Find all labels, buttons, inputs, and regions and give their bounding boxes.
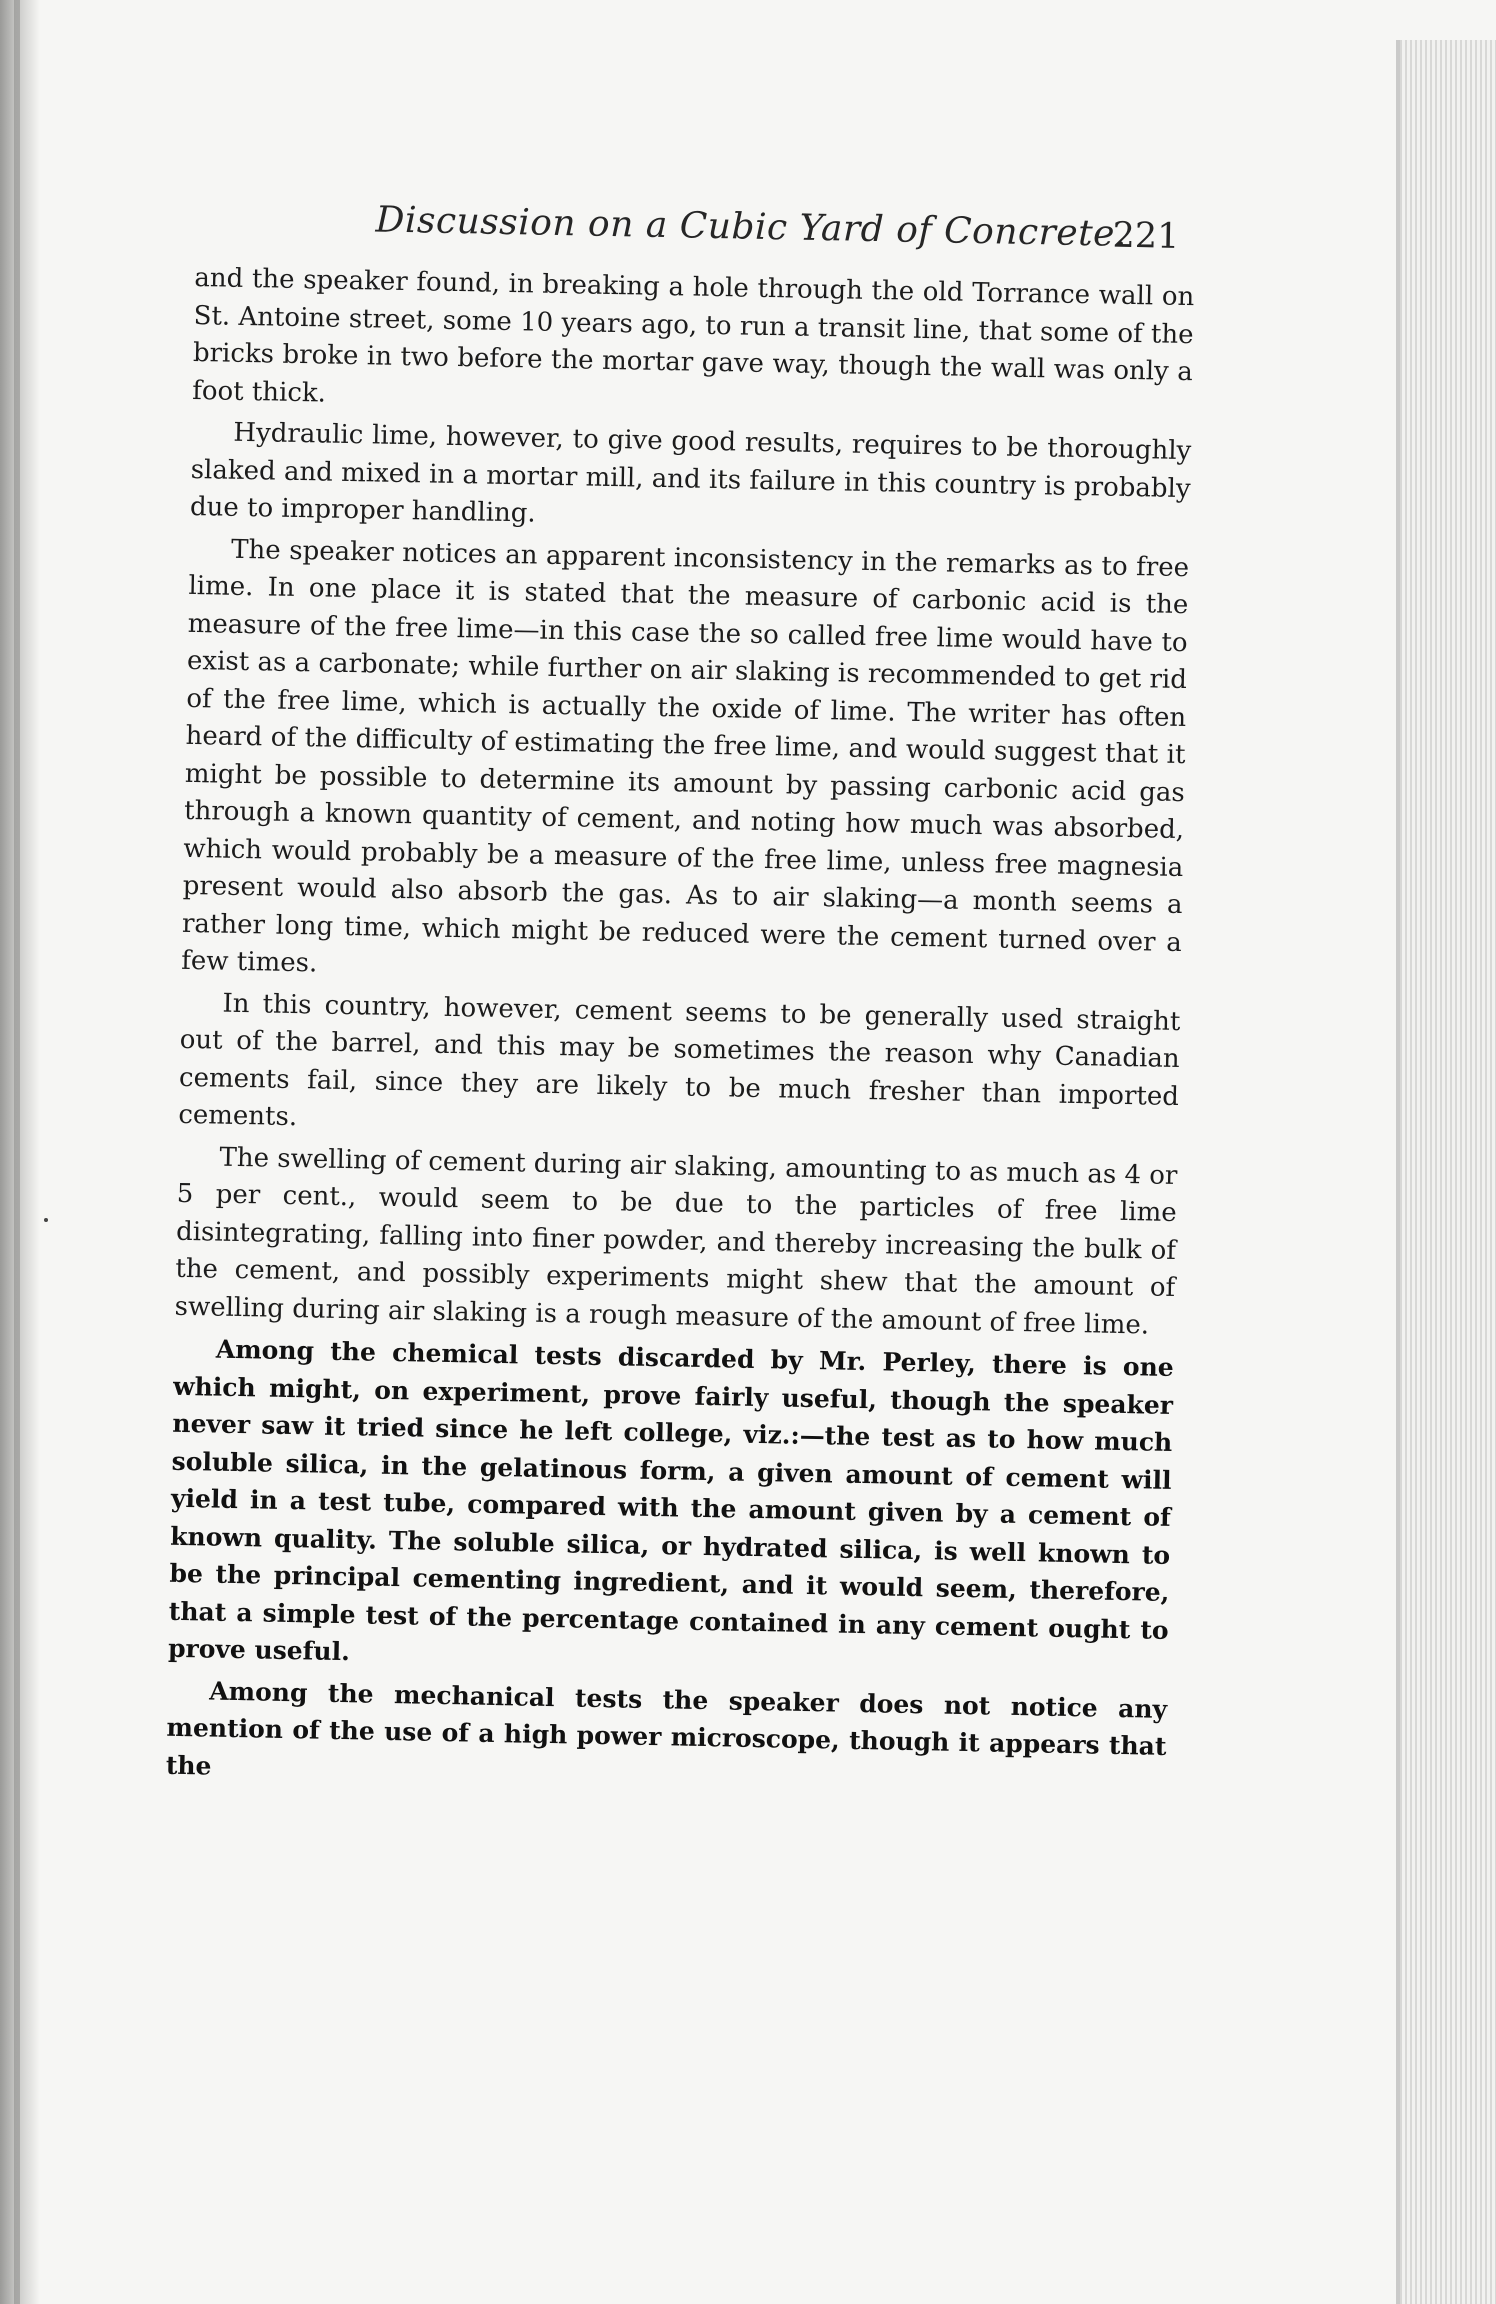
binding-gutter — [0, 0, 40, 2304]
paragraph-6: Among the chemical tests discarded by Mr. Perley, there is one which might, on experiment, prove fairly useful, though the speaker never saw it tried since he left college, viz.:—the test as to how much soluble silica, in the gelatinous form, a given amount of cement will yield in a test tube, compared with the amount given by a cement of known quality. The soluble silica, or hydrated silica, is well known to be the principal cementing ingredient, and it would seem, therefore, that a simple test of the percentage contained in any cement ought to prove useful. — [167, 1334, 1174, 1667]
paragraph-5: The swelling of cement during air slaking, amounting to as much as 4 or 5 per cent., would seem to be due to the particles of free lime disintegrating, falling into finer powder, and thereby increasing the bulk of the cement, and possibly experiments might shew that the amount of swelling during air slaking is a rough measure of the amount of free lime. — [174, 1142, 1178, 1341]
paragraph-1: and the speaker found, in breaking a hole through the old Torrance wall on St. Antoine street, some 10 years ago, to run a transit line, that some of the bricks broke in two before the mortar gave way, though the wall was only a foot thick. — [191, 262, 1195, 409]
binding-shadow — [14, 0, 20, 2304]
paragraph-2: Hydraulic lime, however, to give good results, requires to be thoroughly slaked and mixed in a mortar mill, and its failure in this country is probably due to improper handling. — [189, 417, 1192, 529]
paragraph-4: In this country, however, cement seems to be generally used straight out of the barrel, and this may be sometimes the reason why Canadian cements fail, since they are likely to be much fresher than imported cements. — [178, 988, 1181, 1133]
paragraph-7: Among the mechanical tests the speaker does not notice any mention of the use of a high power microscope, though it appears that the — [165, 1676, 1168, 1781]
page-edges — [1400, 40, 1496, 2304]
paragraph-3: The speaker notices an apparent inconsistency in the remarks as to free lime. In one place it is stated that the measure of carbonic acid is the measure of the free lime—in this case the so called free lime would have to exist as a carbonate; while further on air slaking is recommended to get rid of the free lime, which is actually the oxide of lime. The writer has often heard of the difficulty of estimating the free lime, and would suggest that it might be possible to determine its amount by passing carbonic acid gas through a known quantity of cement, and noting how much was absorbed, which would probably be a measure of the free lime, unless free magnesia present would also absorb the gas. As to air slaking—a month seems a rather long time, which might be reduced were the cement turned over a few times. — [181, 534, 1190, 979]
scan-speck — [44, 1218, 48, 1222]
text-block — [166, 196, 1196, 1803]
running-head: Discussion on a Cubic Yard of Concrete. — [375, 199, 1128, 255]
page-number: 221 — [1112, 215, 1180, 257]
